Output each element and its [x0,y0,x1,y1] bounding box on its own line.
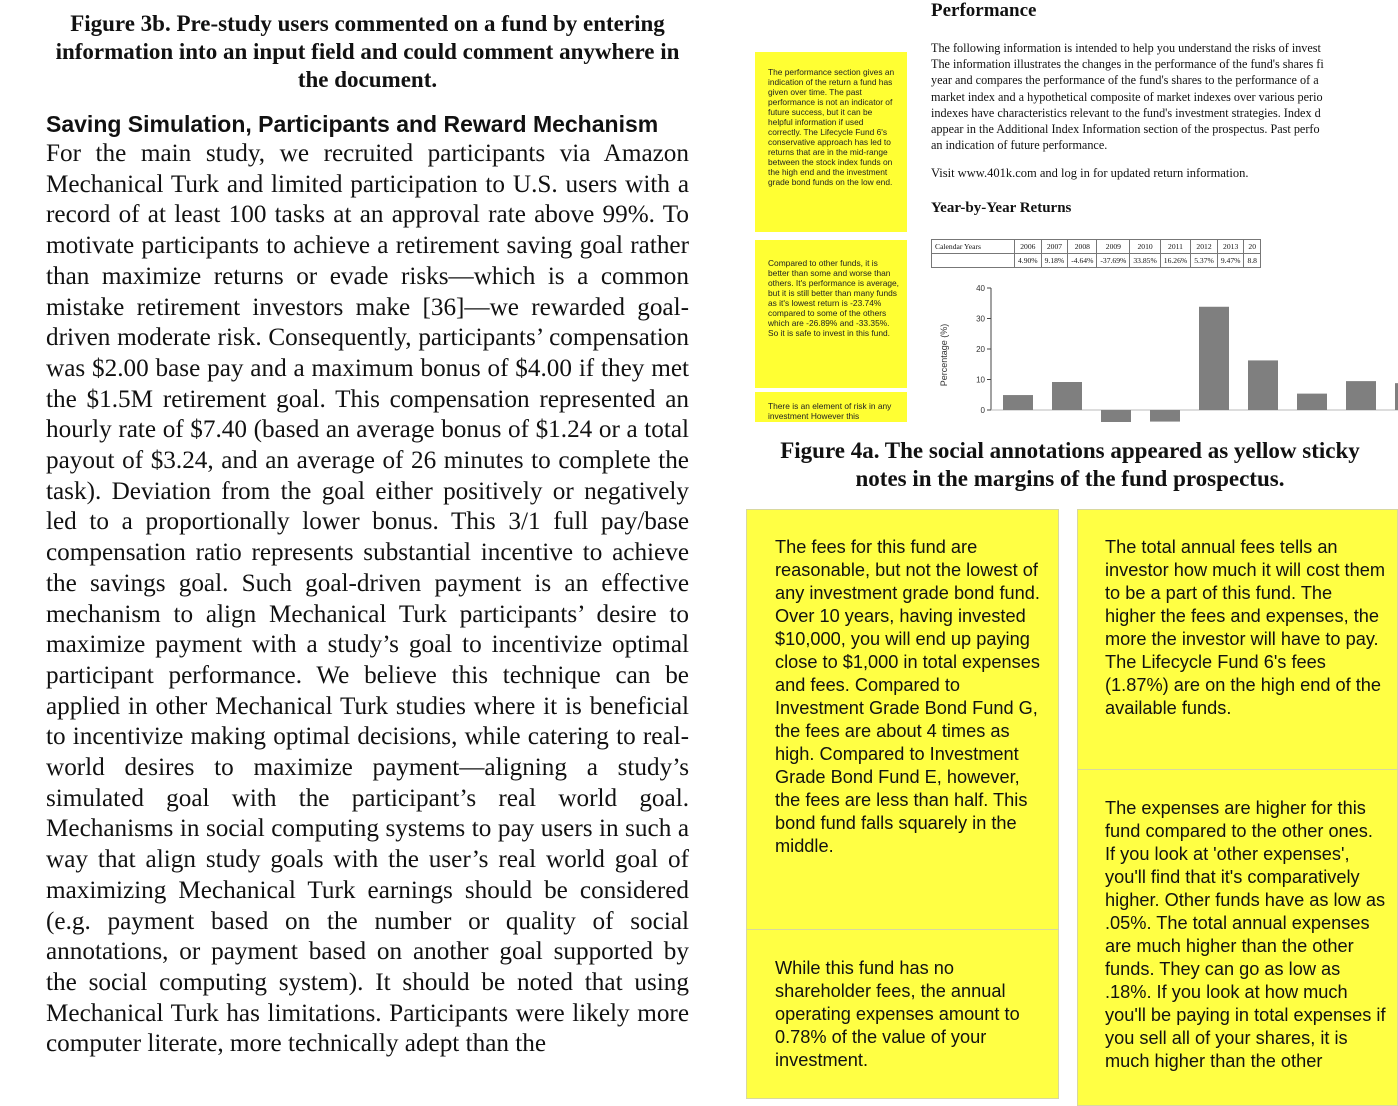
y-tick-label: 40 [976,284,985,293]
table-cell: -37.69% [1097,254,1130,268]
sticky-note-small: The performance section gives an indication of the return a fund has given over time. The past performance is not an indicator of future success, but it can be helpful information if used correctly. The Lifecycle Fund 6's conservative approach has led to returns that are in the mid-range between the stock index funds on the high end and the investment grade bond funds on the low end. [755,52,907,232]
para-line: year and compares the performance of the fund's shares to the performance of a [931,73,1319,88]
bar [1101,410,1131,422]
table-cell: 8.8 [1244,254,1261,268]
sticky-note-small: There is an element of risk in any investment However this [755,392,907,422]
table-row [932,240,1261,254]
performance-paragraph [931,40,1398,153]
figure-4a-caption: Figure 4a. The social annotations appeared as yellow sticky notes in the margins of the fund prospectus. [780,438,1360,491]
para-line: market index and a hypothetical composite of market indexes over various perio [931,89,1323,104]
y-axis-label: Percentage (%) [939,323,949,387]
returns-table [931,239,1261,268]
sticky-note-small: Compared to other funds, it is better than some and worse than others. It's performance is average, but it is still better than many funds as it's lowest return is -23.74% compared to some of the others which are -26.89% and -33.35%. So it is safe to invest in this fund. [755,240,907,388]
section-heading: Saving Simulation, Participants and Reward Mechanism [46,111,659,137]
returns-bar-chart [931,282,1398,422]
y-tick-label: 20 [976,345,985,354]
sticky-note-large: While this fund has no shareholder fees, the annual operating expenses amount to 0.78% of the value of your investment. [746,929,1059,1099]
para-line: an indication of future performance. [931,138,1108,153]
left-column [46,10,689,1060]
sticky-note-large: The total annual fees tells an investor how much it will cost them to be a part of this fund. The higher the fees and expenses, the more the investor will have to pay. The Lifecycle Fund 6's fees (1.87%) are on the high end of the available funds. [1077,509,1398,771]
table-cell: 9.47% [1217,254,1244,268]
para-line: The following information is intended to help you understand the risks of invest [931,41,1321,55]
table-cell: 4.90% [1015,254,1042,268]
bar [1248,360,1278,410]
year-by-year-heading: Year-by-Year Returns [931,200,1072,216]
para-line: appear in the Additional Index Information section of the prospectus. Past perfo [931,122,1320,137]
table-row [932,254,1261,268]
table-cell: 2006 [1015,240,1042,254]
y-tick-label: 10 [976,375,985,385]
table-cell [932,254,1015,268]
table-cell: 9.18% [1041,254,1068,268]
bar [1346,381,1376,410]
bar [1297,394,1327,410]
table-cell: Calendar Years [932,240,1015,254]
sticky-note-large: The expenses are higher for this fund compared to the other ones. If you look at 'other expenses', you'll find that it's comparatively higher. Other funds have as low as .05%. The total annual expenses are much higher than the other funds. They can go as low as .18%. If you look at how much you'll be paying in total expenses if you sell all of your shares, it is much higher than the other [1077,769,1398,1106]
visit-line: Visit www.401k.com and log in for updated return information. [931,166,1249,180]
performance-heading: Performance [931,0,1037,21]
table-cell: 2013 [1217,240,1244,254]
figure-3b-caption: Figure 3b. Pre-study users commented on a fund by entering information into an input field and could comment anywhere in the document. [55,11,680,92]
bar [1199,307,1229,410]
body-paragraph: For the main study, we recruited participants via Amazon Mechanical Turk and limited participation to U.S. users with a record of at least 100 tasks at an approval rate above 99%. To motivate participants to achieve a retirement saving goal rather than maximize returns or evade risks—which is a common mistake retirement investors make [36]—we rewarded goal-driven moderate risk. Consequently, participants’ compensation was $2.00 base pay and a maximum bonus of $4.00 if they met the $1.5M retirement goal. This compensation represented an hourly rate of $7.40 (based an average bonus of $1.24 or a total payout of $3.24, and an average of 26 minutes to complete the task). Deviation from the goal either positively or negatively led to a proportionally lower bonus. This 3/1 full pay/base compensation ratio represents substantial incentive to achieve the savings goal. Such goal-driven payment is an effective mechanism to align Mechanical Turk participants’ desire to maximize payment with a study’s goal to incentivize optimal participant performance. We believe this technique can be applied in other Mechanical Turk studies where it is beneficial to incentivize making optimal decisions, while catering to real-world desires to maximize payment—aligning a study’s simulated goal with the participant’s real world goal. Mechanisms in social computing systems to pay users in such a way that align study goals with the user’s real world goal of maximizing Mechanical Turk earnings should be considered (e.g. payment based on the number or quality of social annotations, or payment based on another goal supported by the social computing system). It should be noted that using Mechanical Turk has limitations. Participants were likely more computer literate, more technically adept than the [46,140,689,1058]
table-cell: 2010 [1130,240,1160,254]
table-cell: 2007 [1041,240,1068,254]
para-line: The information illustrates the changes in the performance of the fund's shares fi [931,57,1324,72]
table-cell: 2011 [1160,240,1190,254]
table-cell: 20 [1244,240,1261,254]
table-cell: 2012 [1191,240,1218,254]
table-cell: 16.26% [1160,254,1190,268]
bar [1003,395,1033,410]
prospectus-figure [750,0,1398,422]
table-cell: 5.37% [1191,254,1218,268]
bar [1052,382,1082,410]
table-cell: -4.64% [1068,254,1097,268]
sticky-note-large: The fees for this fund are reasonable, but not the lowest of any investment grade bond fund. Over 10 years, having invested $10,000, you will end up paying close to $1,000 in total expenses and fees. Compared to Investment Grade Bond Fund G, the fees are about 4 times as high. Compared to Investment Grade Bond Fund E, however, the fees are less than half. This bond fund falls squarely in the middle. [746,509,1059,931]
bar [1150,410,1180,422]
table-cell: 2008 [1068,240,1097,254]
table-cell: 33.85% [1130,254,1160,268]
y-tick-label: 30 [976,314,985,324]
table-cell: 2009 [1097,240,1130,254]
para-line: indexes have characteristics relevant to the fund's investment strategies. Index d [931,105,1321,120]
y-tick-label: 0 [980,406,985,415]
